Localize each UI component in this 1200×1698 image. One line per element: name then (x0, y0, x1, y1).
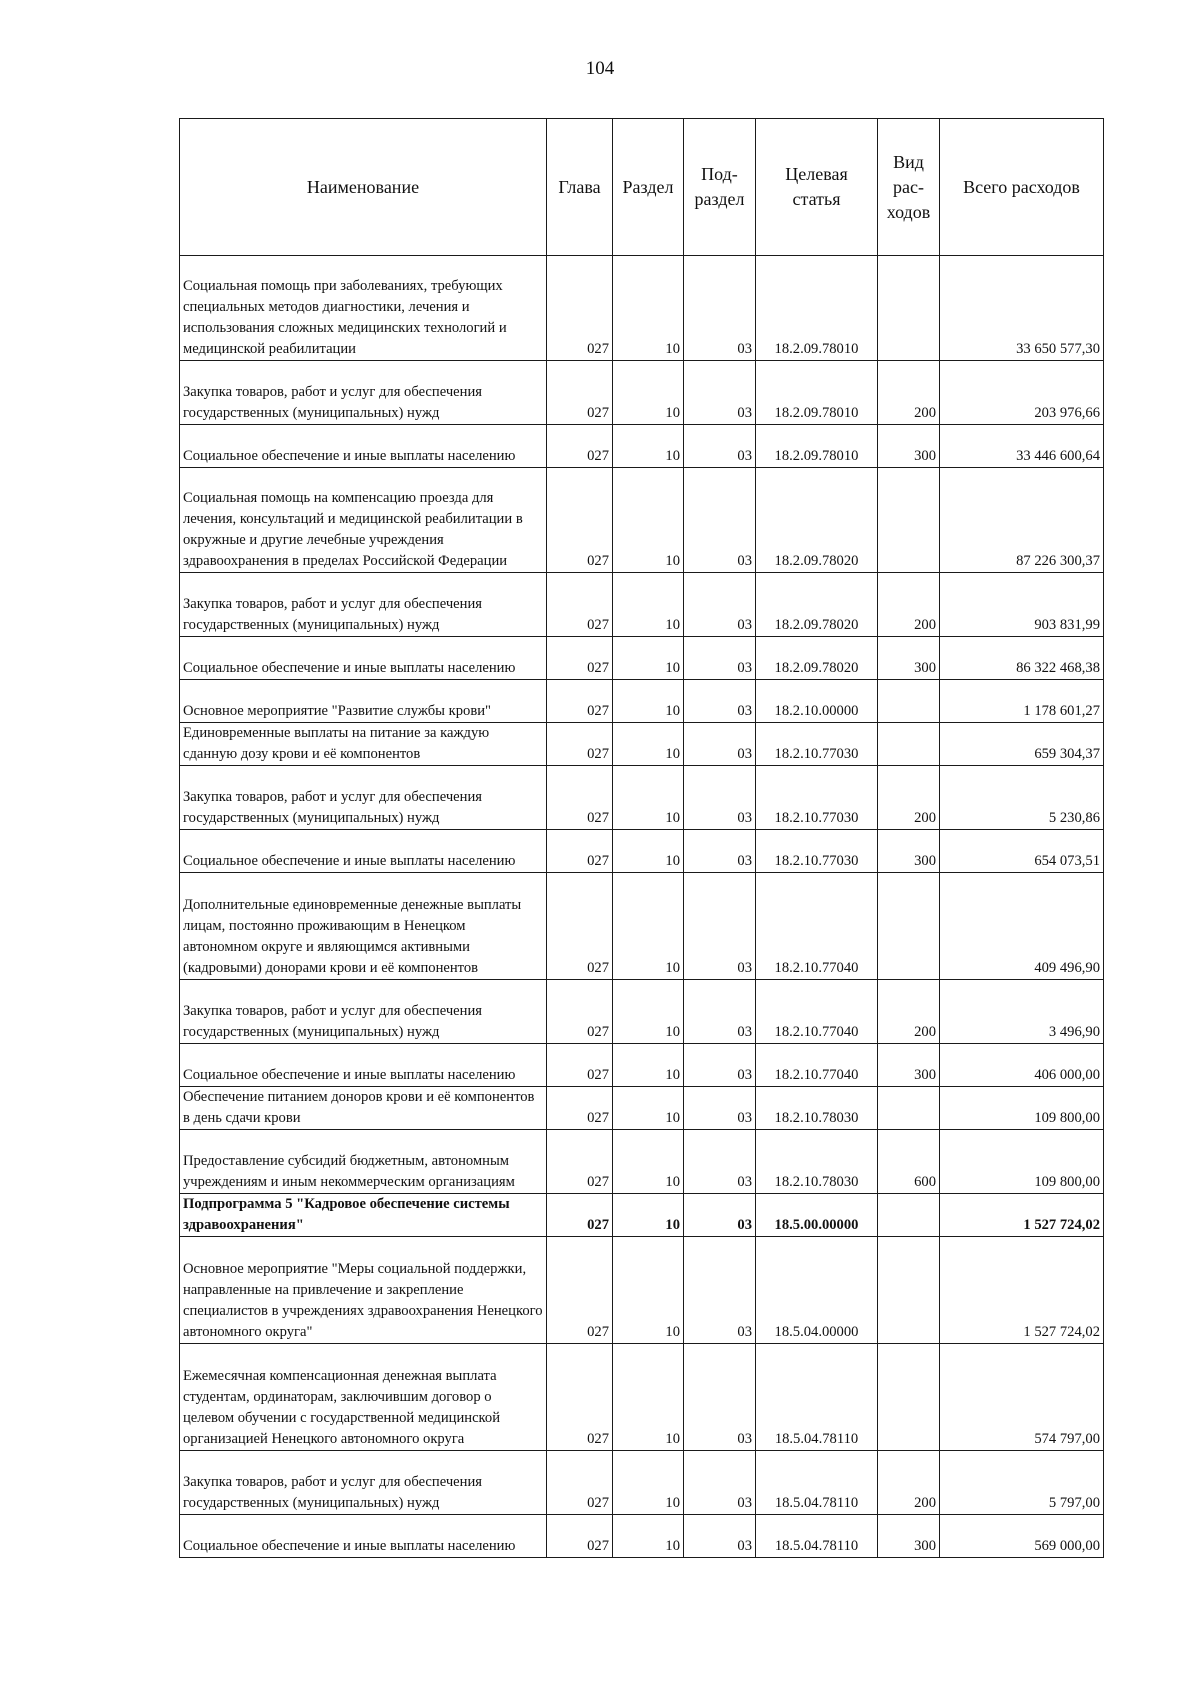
cell-glava: 027 (547, 637, 613, 680)
cell-vid-rashodov: 200 (878, 980, 940, 1044)
cell-podrazdel: 03 (684, 1087, 756, 1130)
header-celevaya-line1: Целевая (785, 164, 848, 184)
cell-podrazdel: 03 (684, 256, 756, 361)
header-row (180, 119, 1104, 256)
cell-glava: 027 (547, 723, 613, 766)
table-row (180, 1087, 1104, 1130)
cell-razdel: 10 (613, 468, 684, 573)
table-row (180, 830, 1104, 873)
cell-razdel: 10 (613, 680, 684, 723)
cell-glava: 027 (547, 361, 613, 425)
cell-vid-rashodov (878, 1087, 940, 1130)
header-podrazdel-line1: Под- (701, 164, 738, 184)
cell-total: 569 000,00 (940, 1515, 1104, 1558)
cell-razdel: 10 (613, 1344, 684, 1451)
cell-name: Закупка товаров, работ и услуг для обеспечения государственных (муниципальных) нужд (180, 361, 547, 425)
cell-glava: 027 (547, 873, 613, 980)
table-body (180, 256, 1104, 1558)
page-number: 104 (585, 58, 615, 79)
cell-razdel: 10 (613, 573, 684, 637)
table-row (180, 361, 1104, 425)
cell-name: Дополнительные единовременные денежные выплаты лицам, постоянно проживающим в Ненецком автономном округе и являющимся активными (кадровыми) донорами крови и её компонентов (180, 873, 547, 980)
header-vid-line1: Вид (893, 151, 924, 172)
table-row (180, 425, 1104, 468)
cell-vid-rashodov (878, 1344, 940, 1451)
cell-razdel: 10 (613, 1451, 684, 1515)
cell-celevaya-statya: 18.2.10.77040 (756, 873, 878, 980)
cell-podrazdel: 03 (684, 425, 756, 468)
cell-total: 203 976,66 (940, 361, 1104, 425)
table-row (180, 1515, 1104, 1558)
cell-podrazdel: 03 (684, 1451, 756, 1515)
cell-total: 659 304,37 (940, 723, 1104, 766)
cell-vid-rashodov (878, 256, 940, 361)
cell-vid-rashodov: 300 (878, 830, 940, 873)
cell-glava: 027 (547, 1237, 613, 1344)
cell-razdel: 10 (613, 830, 684, 873)
cell-celevaya-statya: 18.2.09.78010 (756, 361, 878, 425)
cell-name: Закупка товаров, работ и услуг для обеспечения государственных (муниципальных) нужд (180, 1451, 547, 1515)
cell-razdel: 10 (613, 1044, 684, 1087)
cell-podrazdel: 03 (684, 680, 756, 723)
cell-total: 1 178 601,27 (940, 680, 1104, 723)
header-razdel: Раздел (613, 119, 684, 256)
cell-podrazdel: 03 (684, 723, 756, 766)
cell-celevaya-statya: 18.2.09.78020 (756, 573, 878, 637)
cell-celevaya-statya: 18.2.09.78020 (756, 637, 878, 680)
cell-name: Единовременные выплаты на питание за каждую сданную дозу крови и её компонентов (180, 723, 547, 766)
cell-celevaya-statya: 18.2.09.78020 (756, 468, 878, 573)
cell-podrazdel: 03 (684, 637, 756, 680)
header-podrazdel (684, 119, 756, 256)
cell-vid-rashodov: 200 (878, 361, 940, 425)
table-row (180, 1130, 1104, 1194)
table-row (180, 1194, 1104, 1237)
header-total: Всего расходов (940, 119, 1104, 256)
cell-vid-rashodov: 600 (878, 1130, 940, 1194)
cell-glava: 027 (547, 425, 613, 468)
table-row (180, 1044, 1104, 1087)
cell-podrazdel: 03 (684, 468, 756, 573)
cell-glava: 027 (547, 1344, 613, 1451)
cell-celevaya-statya: 18.5.04.78110 (756, 1451, 878, 1515)
cell-glava: 027 (547, 1044, 613, 1087)
cell-razdel: 10 (613, 256, 684, 361)
cell-celevaya-statya: 18.2.10.77030 (756, 830, 878, 873)
cell-razdel: 10 (613, 425, 684, 468)
cell-glava: 027 (547, 830, 613, 873)
cell-podrazdel: 03 (684, 1344, 756, 1451)
cell-podrazdel: 03 (684, 830, 756, 873)
cell-vid-rashodov: 300 (878, 637, 940, 680)
header-vid-line2: рас- (893, 176, 924, 197)
cell-name: Социальное обеспечение и иные выплаты населению (180, 637, 547, 680)
cell-vid-rashodov: 300 (878, 425, 940, 468)
cell-celevaya-statya: 18.5.00.00000 (756, 1194, 878, 1237)
cell-podrazdel: 03 (684, 1044, 756, 1087)
cell-name: Социальное обеспечение и иные выплаты населению (180, 1044, 547, 1087)
table-row (180, 873, 1104, 980)
table-row (180, 766, 1104, 830)
cell-celevaya-statya: 18.2.10.78030 (756, 1130, 878, 1194)
cell-name: Предоставление субсидий бюджетным, автономным учреждениям и иным некоммерческим организациям (180, 1130, 547, 1194)
cell-razdel: 10 (613, 1130, 684, 1194)
cell-podrazdel: 03 (684, 1194, 756, 1237)
cell-vid-rashodov (878, 723, 940, 766)
header-celevaya-line2: статья (792, 189, 841, 209)
cell-glava: 027 (547, 468, 613, 573)
cell-name: Закупка товаров, работ и услуг для обеспечения государственных (муниципальных) нужд (180, 573, 547, 637)
table-row (180, 468, 1104, 573)
cell-celevaya-statya: 18.2.10.78030 (756, 1087, 878, 1130)
table-row (180, 1451, 1104, 1515)
cell-celevaya-statya: 18.2.10.77030 (756, 723, 878, 766)
cell-glava: 027 (547, 256, 613, 361)
cell-name: Подпрограмма 5 "Кадровое обеспечение системы здравоохранения" (180, 1194, 547, 1237)
cell-celevaya-statya: 18.2.10.77040 (756, 1044, 878, 1087)
cell-glava: 027 (547, 573, 613, 637)
table-row (180, 723, 1104, 766)
cell-name: Ежемесячная компенсационная денежная выплата студентам, ординаторам, заключившим договор о целевом обучении с государственной медицинской организацией Ненецкого автономного округа (180, 1344, 547, 1451)
cell-vid-rashodov: 200 (878, 573, 940, 637)
cell-name: Основное мероприятие "Меры социальной поддержки, направленные на привлечение и закрепление специалистов в учреждениях здравоохранения Ненецкого автономного округа" (180, 1237, 547, 1344)
table-row (180, 1237, 1104, 1344)
cell-name: Основное мероприятие "Развитие службы крови" (180, 680, 547, 723)
cell-vid-rashodov (878, 1237, 940, 1344)
cell-vid-rashodov (878, 680, 940, 723)
cell-glava: 027 (547, 980, 613, 1044)
cell-razdel: 10 (613, 637, 684, 680)
cell-celevaya-statya: 18.2.10.77040 (756, 980, 878, 1044)
cell-razdel: 10 (613, 361, 684, 425)
cell-vid-rashodov: 300 (878, 1044, 940, 1087)
cell-name: Закупка товаров, работ и услуг для обеспечения государственных (муниципальных) нужд (180, 766, 547, 830)
table-row (180, 680, 1104, 723)
cell-total: 33 650 577,30 (940, 256, 1104, 361)
cell-glava: 027 (547, 1194, 613, 1237)
cell-podrazdel: 03 (684, 573, 756, 637)
cell-name: Социальное обеспечение и иные выплаты населению (180, 830, 547, 873)
cell-total: 903 831,99 (940, 573, 1104, 637)
cell-total: 5 230,86 (940, 766, 1104, 830)
cell-name: Социальное обеспечение и иные выплаты населению (180, 1515, 547, 1558)
budget-table (179, 118, 1104, 1558)
cell-total: 654 073,51 (940, 830, 1104, 873)
cell-total: 87 226 300,37 (940, 468, 1104, 573)
cell-celevaya-statya: 18.5.04.00000 (756, 1237, 878, 1344)
table-row (180, 980, 1104, 1044)
cell-name: Социальное обеспечение и иные выплаты населению (180, 425, 547, 468)
cell-total: 86 322 468,38 (940, 637, 1104, 680)
cell-glava: 027 (547, 1130, 613, 1194)
header-vid-rashodov (878, 119, 940, 256)
header-name: Наименование (180, 119, 547, 256)
cell-total: 33 446 600,64 (940, 425, 1104, 468)
cell-podrazdel: 03 (684, 1237, 756, 1344)
cell-razdel: 10 (613, 723, 684, 766)
cell-vid-rashodov: 200 (878, 1451, 940, 1515)
table-row (180, 573, 1104, 637)
cell-podrazdel: 03 (684, 1130, 756, 1194)
table-row (180, 637, 1104, 680)
cell-celevaya-statya: 18.5.04.78110 (756, 1515, 878, 1558)
header-celevaya-statya (756, 119, 878, 256)
cell-name: Закупка товаров, работ и услуг для обеспечения государственных (муниципальных) нужд (180, 980, 547, 1044)
cell-glava: 027 (547, 766, 613, 830)
cell-name: Обеспечение питанием доноров крови и её компонентов в день сдачи крови (180, 1087, 547, 1130)
cell-total: 109 800,00 (940, 1130, 1104, 1194)
cell-celevaya-statya: 18.5.04.78110 (756, 1344, 878, 1451)
cell-glava: 027 (547, 1515, 613, 1558)
cell-glava: 027 (547, 1451, 613, 1515)
cell-razdel: 10 (613, 1237, 684, 1344)
cell-celevaya-statya: 18.2.10.00000 (756, 680, 878, 723)
cell-razdel: 10 (613, 980, 684, 1044)
cell-total: 5 797,00 (940, 1451, 1104, 1515)
cell-razdel: 10 (613, 873, 684, 980)
cell-vid-rashodov (878, 873, 940, 980)
cell-podrazdel: 03 (684, 980, 756, 1044)
cell-podrazdel: 03 (684, 1515, 756, 1558)
table-row (180, 256, 1104, 361)
cell-glava: 027 (547, 1087, 613, 1130)
table-header (180, 119, 1104, 256)
header-glava: Глава (547, 119, 613, 256)
cell-total: 409 496,90 (940, 873, 1104, 980)
cell-vid-rashodov (878, 468, 940, 573)
cell-name: Социальная помощь при заболеваниях, требующих специальных методов диагностики, лечения и использования сложных медицинских технологий и медицинской реабилитации (180, 256, 547, 361)
cell-podrazdel: 03 (684, 873, 756, 980)
cell-razdel: 10 (613, 1087, 684, 1130)
header-vid-line3: ходов (886, 201, 931, 222)
cell-total: 1 527 724,02 (940, 1194, 1104, 1237)
header-podrazdel-line2: раздел (694, 189, 745, 209)
cell-razdel: 10 (613, 1515, 684, 1558)
cell-celevaya-statya: 18.2.10.77030 (756, 766, 878, 830)
cell-total: 406 000,00 (940, 1044, 1104, 1087)
cell-glava: 027 (547, 680, 613, 723)
cell-vid-rashodov: 200 (878, 766, 940, 830)
cell-vid-rashodov: 300 (878, 1515, 940, 1558)
cell-celevaya-statya: 18.2.09.78010 (756, 256, 878, 361)
cell-podrazdel: 03 (684, 766, 756, 830)
table-row (180, 1344, 1104, 1451)
cell-name: Социальная помощь на компенсацию проезда для лечения, консультаций и медицинской реабилитации в окружные и другие лечебные учреждения здравоохранения в пределах Российской Федерации (180, 468, 547, 573)
cell-total: 1 527 724,02 (940, 1237, 1104, 1344)
cell-vid-rashodov (878, 1194, 940, 1237)
cell-celevaya-statya: 18.2.09.78010 (756, 425, 878, 468)
cell-podrazdel: 03 (684, 361, 756, 425)
cell-total: 574 797,00 (940, 1344, 1104, 1451)
cell-total: 109 800,00 (940, 1087, 1104, 1130)
cell-razdel: 10 (613, 1194, 684, 1237)
cell-razdel: 10 (613, 766, 684, 830)
cell-total: 3 496,90 (940, 980, 1104, 1044)
